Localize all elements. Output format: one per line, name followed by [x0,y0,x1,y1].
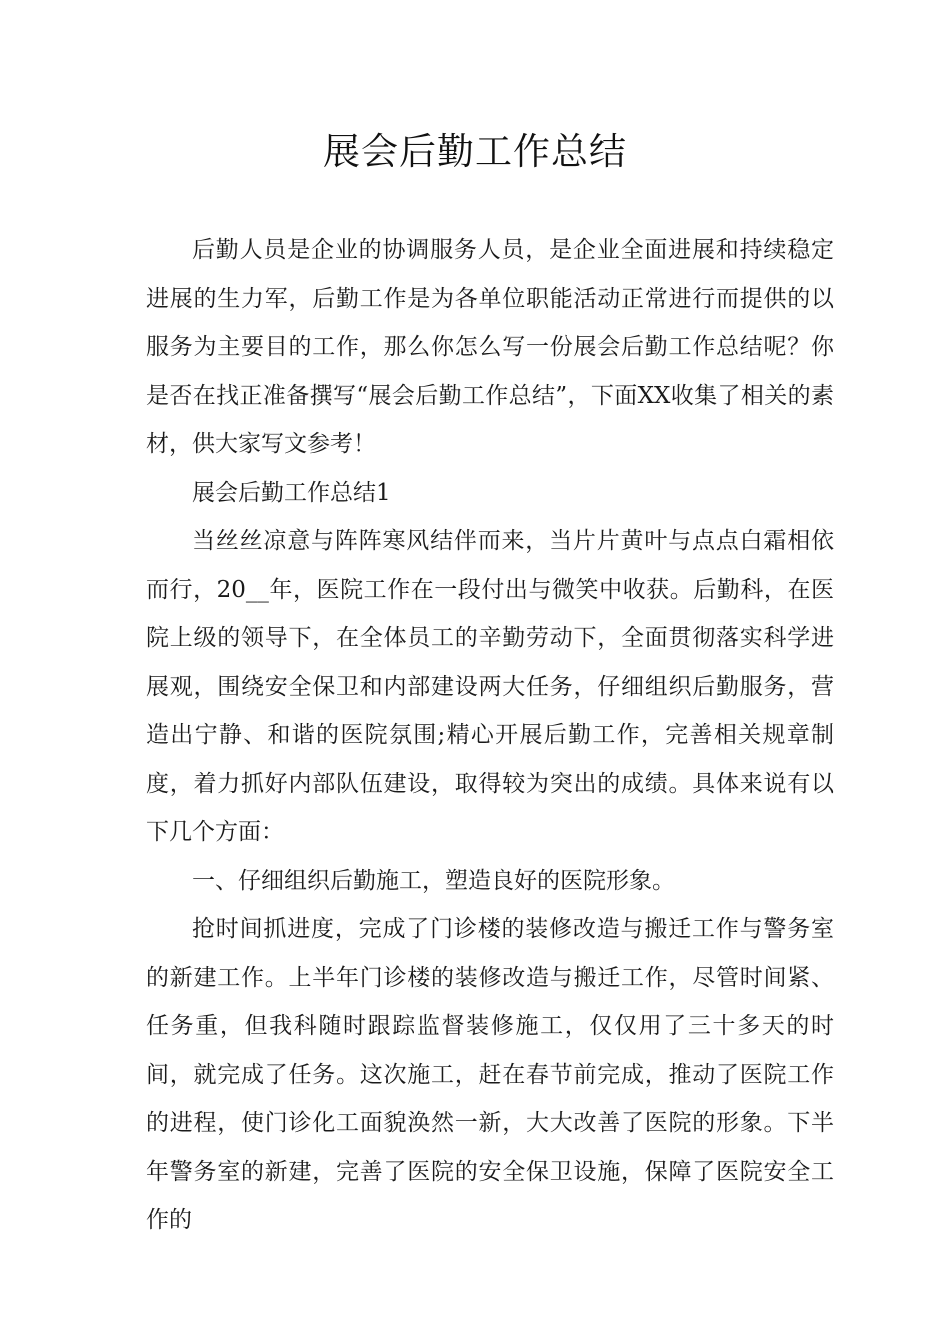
subheading-1: 一、仔细组织后勤施工，塑造良好的医院形象。 [192,867,675,894]
paragraph-construction: 抢时间抓进度，完成了门诊楼的装修改造与搬迁工作与警务室的新建工作。上半年门诊楼的装修改造与搬迁工作，尽管时间紧、任务重，但我科随时跟踪监督装修施工，仅仅用了三十多天的时间，就完成了任务。这次施工，赶在春节前完成，推动了医院工作的进程，使门诊化工面貌涣然一新，大大改善了医院的形象。下半年警务室的新建，完善了医院的安全保卫设施，保障了医院安全工作的 [146,916,834,1233]
paragraph-overview: 当丝丝凉意与阵阵寒风结伴而来，当片片黄叶与点点白霜相依而行，20__年，医院工作在一段付出与微笑中收获。后勤科，在医院上级的领导下，在全体员工的辛勤劳动下，全面贯彻落实科学进展观，围绕安全保卫和内部建设两大任务，仔细组织后勤服务，营造出宁静、和谐的医院氛围;精心开展后勤工作，完善相关规章制度，着力抓好内部队伍建设，取得较为突出的成绩。具体来说有以下几个方面： [146,528,834,845]
paragraph-intro: 后勤人员是企业的协调服务人员，是企业全面进展和持续稳定进展的生力军，后勤工作是为各单位职能活动正常进行而提供的以服务为主要目的工作，那么你怎么写一份展会后勤工作总结呢？你是否在找正准备撰写“展会后勤工作总结”，下面XX收集了相关的素材，供大家写文参考！ [146,237,834,457]
section-heading-1: 展会后勤工作总结1 [192,479,391,506]
document-body [146,226,834,1245]
document-title: 展会后勤工作总结 [323,130,627,173]
